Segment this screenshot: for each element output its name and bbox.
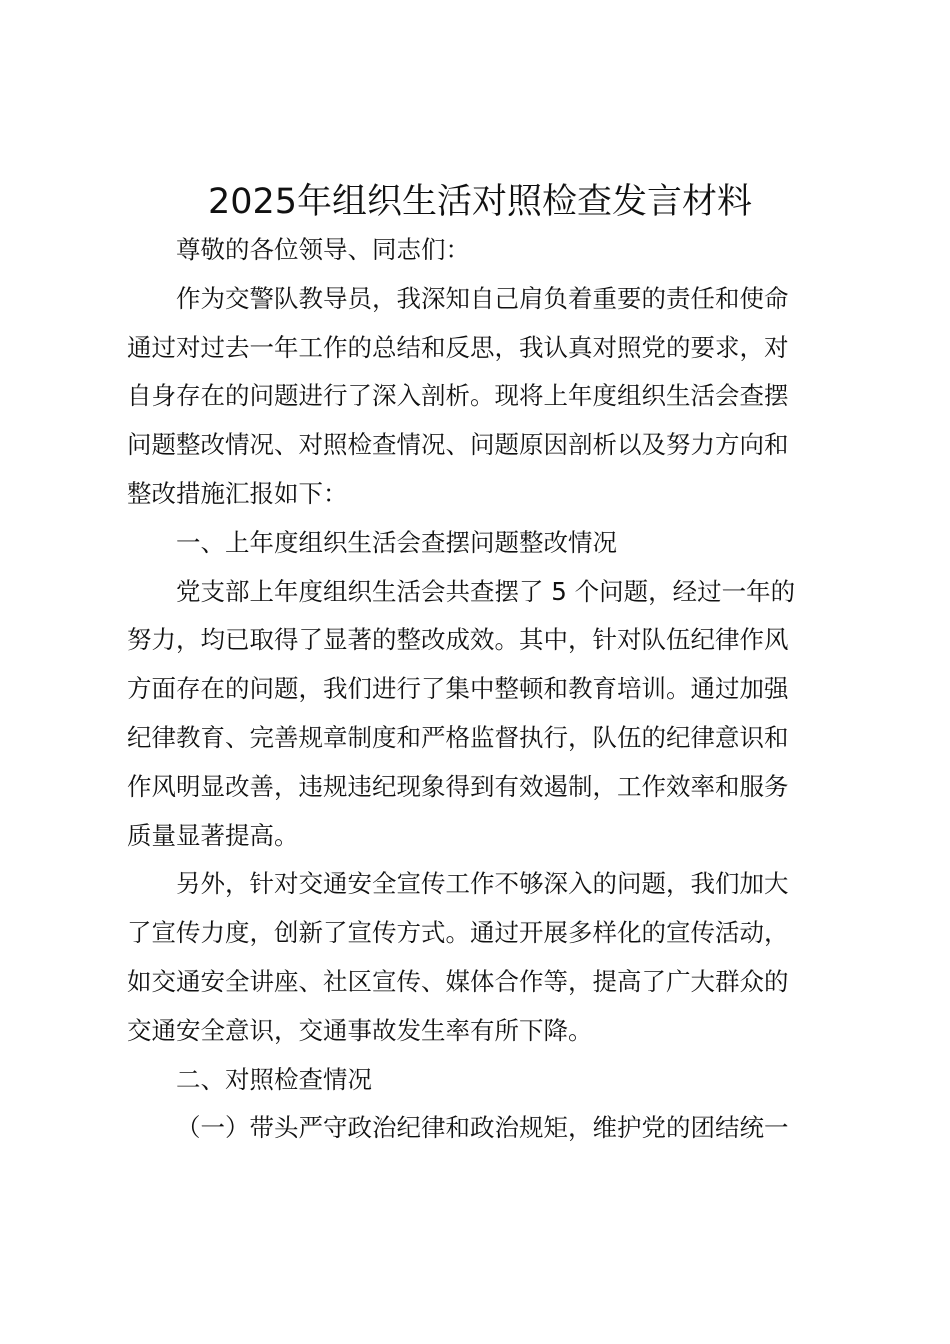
- text-line: 努力，均已取得了显著的整改成效。其中，针对队伍纪律作风: [127, 625, 789, 655]
- text-line: 二、对照检查情况: [176, 1064, 372, 1094]
- text-line: 另外，针对交通安全宣传工作不够深入的问题，我们加大: [176, 869, 789, 899]
- text-line: 方面存在的问题，我们进行了集中整顿和教育培训。通过加强: [127, 674, 789, 704]
- document-body: [127, 178, 833, 1153]
- text-line: 自身存在的问题进行了深入剖析。现将上年度组织生活会查摆: [127, 381, 789, 411]
- text-line: 通过对过去一年工作的总结和反思，我认真对照党的要求，对: [127, 332, 789, 362]
- text-line: 纪律教育、完善规章制度和严格监督执行，队伍的纪律意识和: [127, 722, 789, 752]
- text-line: 作风明显改善，违规违纪现象得到有效遏制，工作效率和服务: [127, 771, 789, 801]
- text-line: 一、上年度组织生活会查摆问题整改情况: [176, 527, 617, 557]
- text-line: 了宣传力度，创新了宣传方式。通过开展多样化的宣传活动，: [127, 918, 789, 948]
- document-text: [127, 226, 833, 1153]
- text-line: 尊敬的各位领导、同志们：: [176, 235, 470, 264]
- text-line: 党支部上年度组织生活会共查摆了 5 个问题，经过一年的: [176, 576, 796, 606]
- text-line: 如交通安全讲座、社区宣传、媒体合作等，提高了广大群众的: [127, 966, 789, 996]
- text-line: 质量显著提高。: [127, 820, 299, 850]
- text-line: （一）带头严守政治纪律和政治规矩，维护党的团结统一: [176, 1113, 789, 1143]
- text-line: 问题整改情况、对照检查情况、问题原因剖析以及努力方向和: [127, 430, 789, 460]
- text-line: 作为交警队教导员，我深知自己肩负着重要的责任和使命: [176, 283, 789, 313]
- text-line: 整改措施汇报如下：: [127, 478, 348, 508]
- document-title: 2025年组织生活对照检查发言材料: [207, 182, 753, 222]
- text-line: 交通安全意识，交通事故发生率有所下降。: [127, 1015, 593, 1045]
